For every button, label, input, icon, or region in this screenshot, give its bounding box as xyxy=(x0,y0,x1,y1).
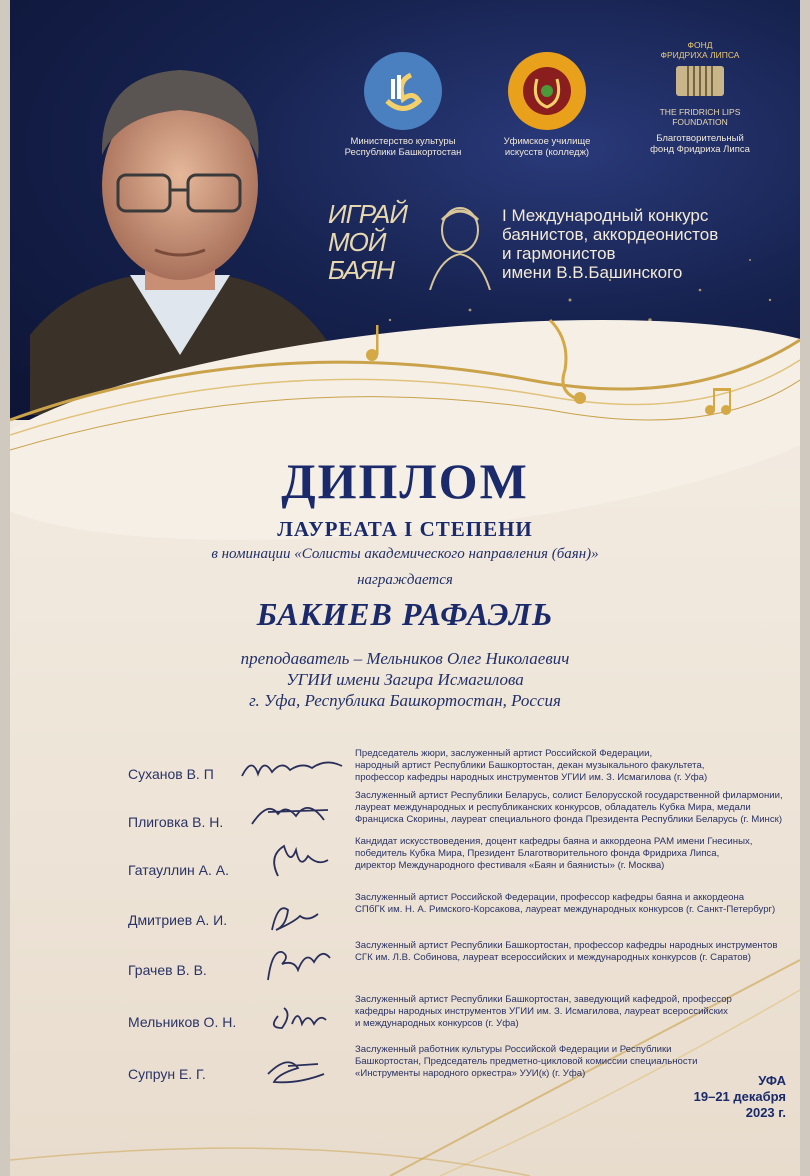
jury-desc-line: Франциска Скорины, лауреат специального фонда Президента Республики Беларусь (г. Минск) xyxy=(355,814,783,825)
jury-desc-line: «Инструменты народного оркестра» УУИ(к) (г. Уфа) xyxy=(355,1068,586,1079)
jury-name: Суханов В. П xyxy=(128,766,214,782)
jury-name: Плиговка В. Н. xyxy=(128,814,224,830)
jury-desc-line: Заслуженный артист Республики Беларусь, солист Белорусской государственной филармонии, xyxy=(355,790,783,801)
lyre-icon xyxy=(517,61,577,121)
diploma-sheet xyxy=(10,0,800,1176)
jury-desc-line: победитель Кубка Мира, Президент Благотворительного фонда Фридриха Липса, xyxy=(355,848,720,859)
lips-foundation-logo xyxy=(630,40,770,155)
contest-line-1: I Международный конкурс xyxy=(502,206,709,225)
jury-desc-line: Заслуженный артист Республики Башкортостан, заведующий кафедрой, профессор xyxy=(355,994,732,1005)
jury-row xyxy=(10,994,800,1046)
awarded-text: награждается xyxy=(357,572,453,588)
signature-image xyxy=(238,940,348,984)
teacher-block xyxy=(10,648,800,711)
jury-description xyxy=(355,994,775,1030)
jury-name: Супрун Е. Г. xyxy=(128,1066,206,1082)
year: 2023 г. xyxy=(745,1105,786,1120)
place-and-date xyxy=(694,1073,786,1121)
nomination-text: в номинации «Солисты академического направления (баян)» xyxy=(211,546,599,562)
school-logo xyxy=(482,52,612,158)
jury-name: Дмитриев А. И. xyxy=(128,912,228,928)
jury-row xyxy=(10,940,800,992)
school-caption: Уфимское училище искусств (колледж) xyxy=(503,136,591,158)
contest-line-2: баянистов, аккордеонистов xyxy=(502,225,719,244)
jury-desc-line: лауреат международных и республиканских конкурсов, обладатель Кубка Мира, медали xyxy=(355,802,751,813)
jury-name: Гатауллин А. А. xyxy=(128,862,229,878)
jury-desc-line: СПбГК им. Н. А. Римского-Корсакова, лауреат международных конкурсов (г. Санкт-Петербург) xyxy=(355,904,776,915)
music-notes-icon xyxy=(366,320,731,415)
signature-image xyxy=(238,748,348,792)
diploma-title: ДИПЛОМ xyxy=(281,453,529,509)
city: УФА xyxy=(758,1073,786,1088)
accordion-icon xyxy=(670,60,730,100)
swan-icon xyxy=(373,61,433,121)
lips-header: ФОНД ФРИДРИХА ЛИПСА xyxy=(660,40,740,60)
signature-image xyxy=(238,836,348,880)
jury-row xyxy=(10,892,800,944)
jury-desc-line: Заслуженный артист Российской Федерации, профессор кафедры баяна и аккордеона xyxy=(355,892,745,903)
lips-caption: Благотворительный фонд Фридриха Липса xyxy=(650,133,750,155)
brand-line-2: МОЙ xyxy=(328,227,386,257)
signature-image xyxy=(238,994,348,1038)
jury-row xyxy=(10,836,800,888)
teacher-line-3: г. Уфа, Республика Башкортостан, Россия xyxy=(249,691,561,710)
jury-description xyxy=(355,748,775,784)
dates: 19–21 декабря xyxy=(693,1089,786,1104)
jury-row xyxy=(10,790,800,842)
jury-name: Грачев В. В. xyxy=(128,962,207,978)
jury-desc-line: Кандидат искусствоведения, доцент кафедры баяна и аккордеона РАМ имени Гнесиных, xyxy=(355,836,753,847)
diploma-subtitle: ЛАУРЕАТА I СТЕПЕНИ xyxy=(277,517,533,541)
jury-description xyxy=(355,892,775,916)
ministry-logo xyxy=(338,52,468,158)
brand-line-1: ИГРАЙ xyxy=(328,199,407,229)
contest-line-4: имени В.В.Башинского xyxy=(502,263,683,282)
lips-foundation-text: THE FRIDRICH LIPS FOUNDATION xyxy=(659,107,741,127)
jury-desc-line: СГК им. Л.В. Собинова, лауреат всероссийских и международных конкурсов (г. Саратов) xyxy=(355,952,751,963)
signature-image xyxy=(238,892,348,936)
signature-image xyxy=(238,790,348,834)
ministry-caption: Министерство культуры Республики Башкортостан xyxy=(344,136,462,158)
jury-row xyxy=(10,1044,800,1096)
brand-line-3: БАЯН xyxy=(328,255,394,285)
jury-desc-line: кафедры народных инструментов УГИИ им. З. Исмагилова, лауреат всероссийских xyxy=(355,1006,728,1017)
contest-line-3: и гармонистов xyxy=(502,244,616,263)
signature-image xyxy=(238,1044,348,1088)
jury-desc-line: Председатель жюри, заслуженный артист Российской Федерации, xyxy=(355,748,653,759)
jury-desc-line: Башкортостан, Председатель предметно-цикловой комиссии специальности xyxy=(355,1056,698,1067)
jury-desc-line: Заслуженный работник культуры Российской Федерации и Республики xyxy=(355,1044,672,1055)
teacher-line-2: УГИИ имени Загира Исмагилова xyxy=(286,670,524,689)
laureate-name: БАКИЕВ РАФАЭЛЬ xyxy=(256,596,554,632)
jury-description xyxy=(355,790,783,826)
jury-desc-line: профессор кафедры народных инструментов УГИИ им. З. Исмагилова (г. Уфа) xyxy=(355,772,708,783)
jury-desc-line: народный артист Республики Башкортостан, декан музыкального факультета, xyxy=(355,760,705,771)
jury-desc-line: Заслуженный артист Республики Башкортостан, профессор кафедры народных инструментов xyxy=(355,940,778,951)
jury-name: Мельников О. Н. xyxy=(128,1014,237,1030)
jury-description xyxy=(355,940,778,964)
jury-description xyxy=(355,836,775,872)
jury-desc-line: директор Международного фестиваля «Баян и баянисты» (г. Москва) xyxy=(355,860,665,871)
jury-desc-line: и международных конкурсов (г. Уфа) xyxy=(355,1018,519,1029)
teacher-line-1: преподаватель – Мельников Олег Николаевич xyxy=(240,649,570,668)
